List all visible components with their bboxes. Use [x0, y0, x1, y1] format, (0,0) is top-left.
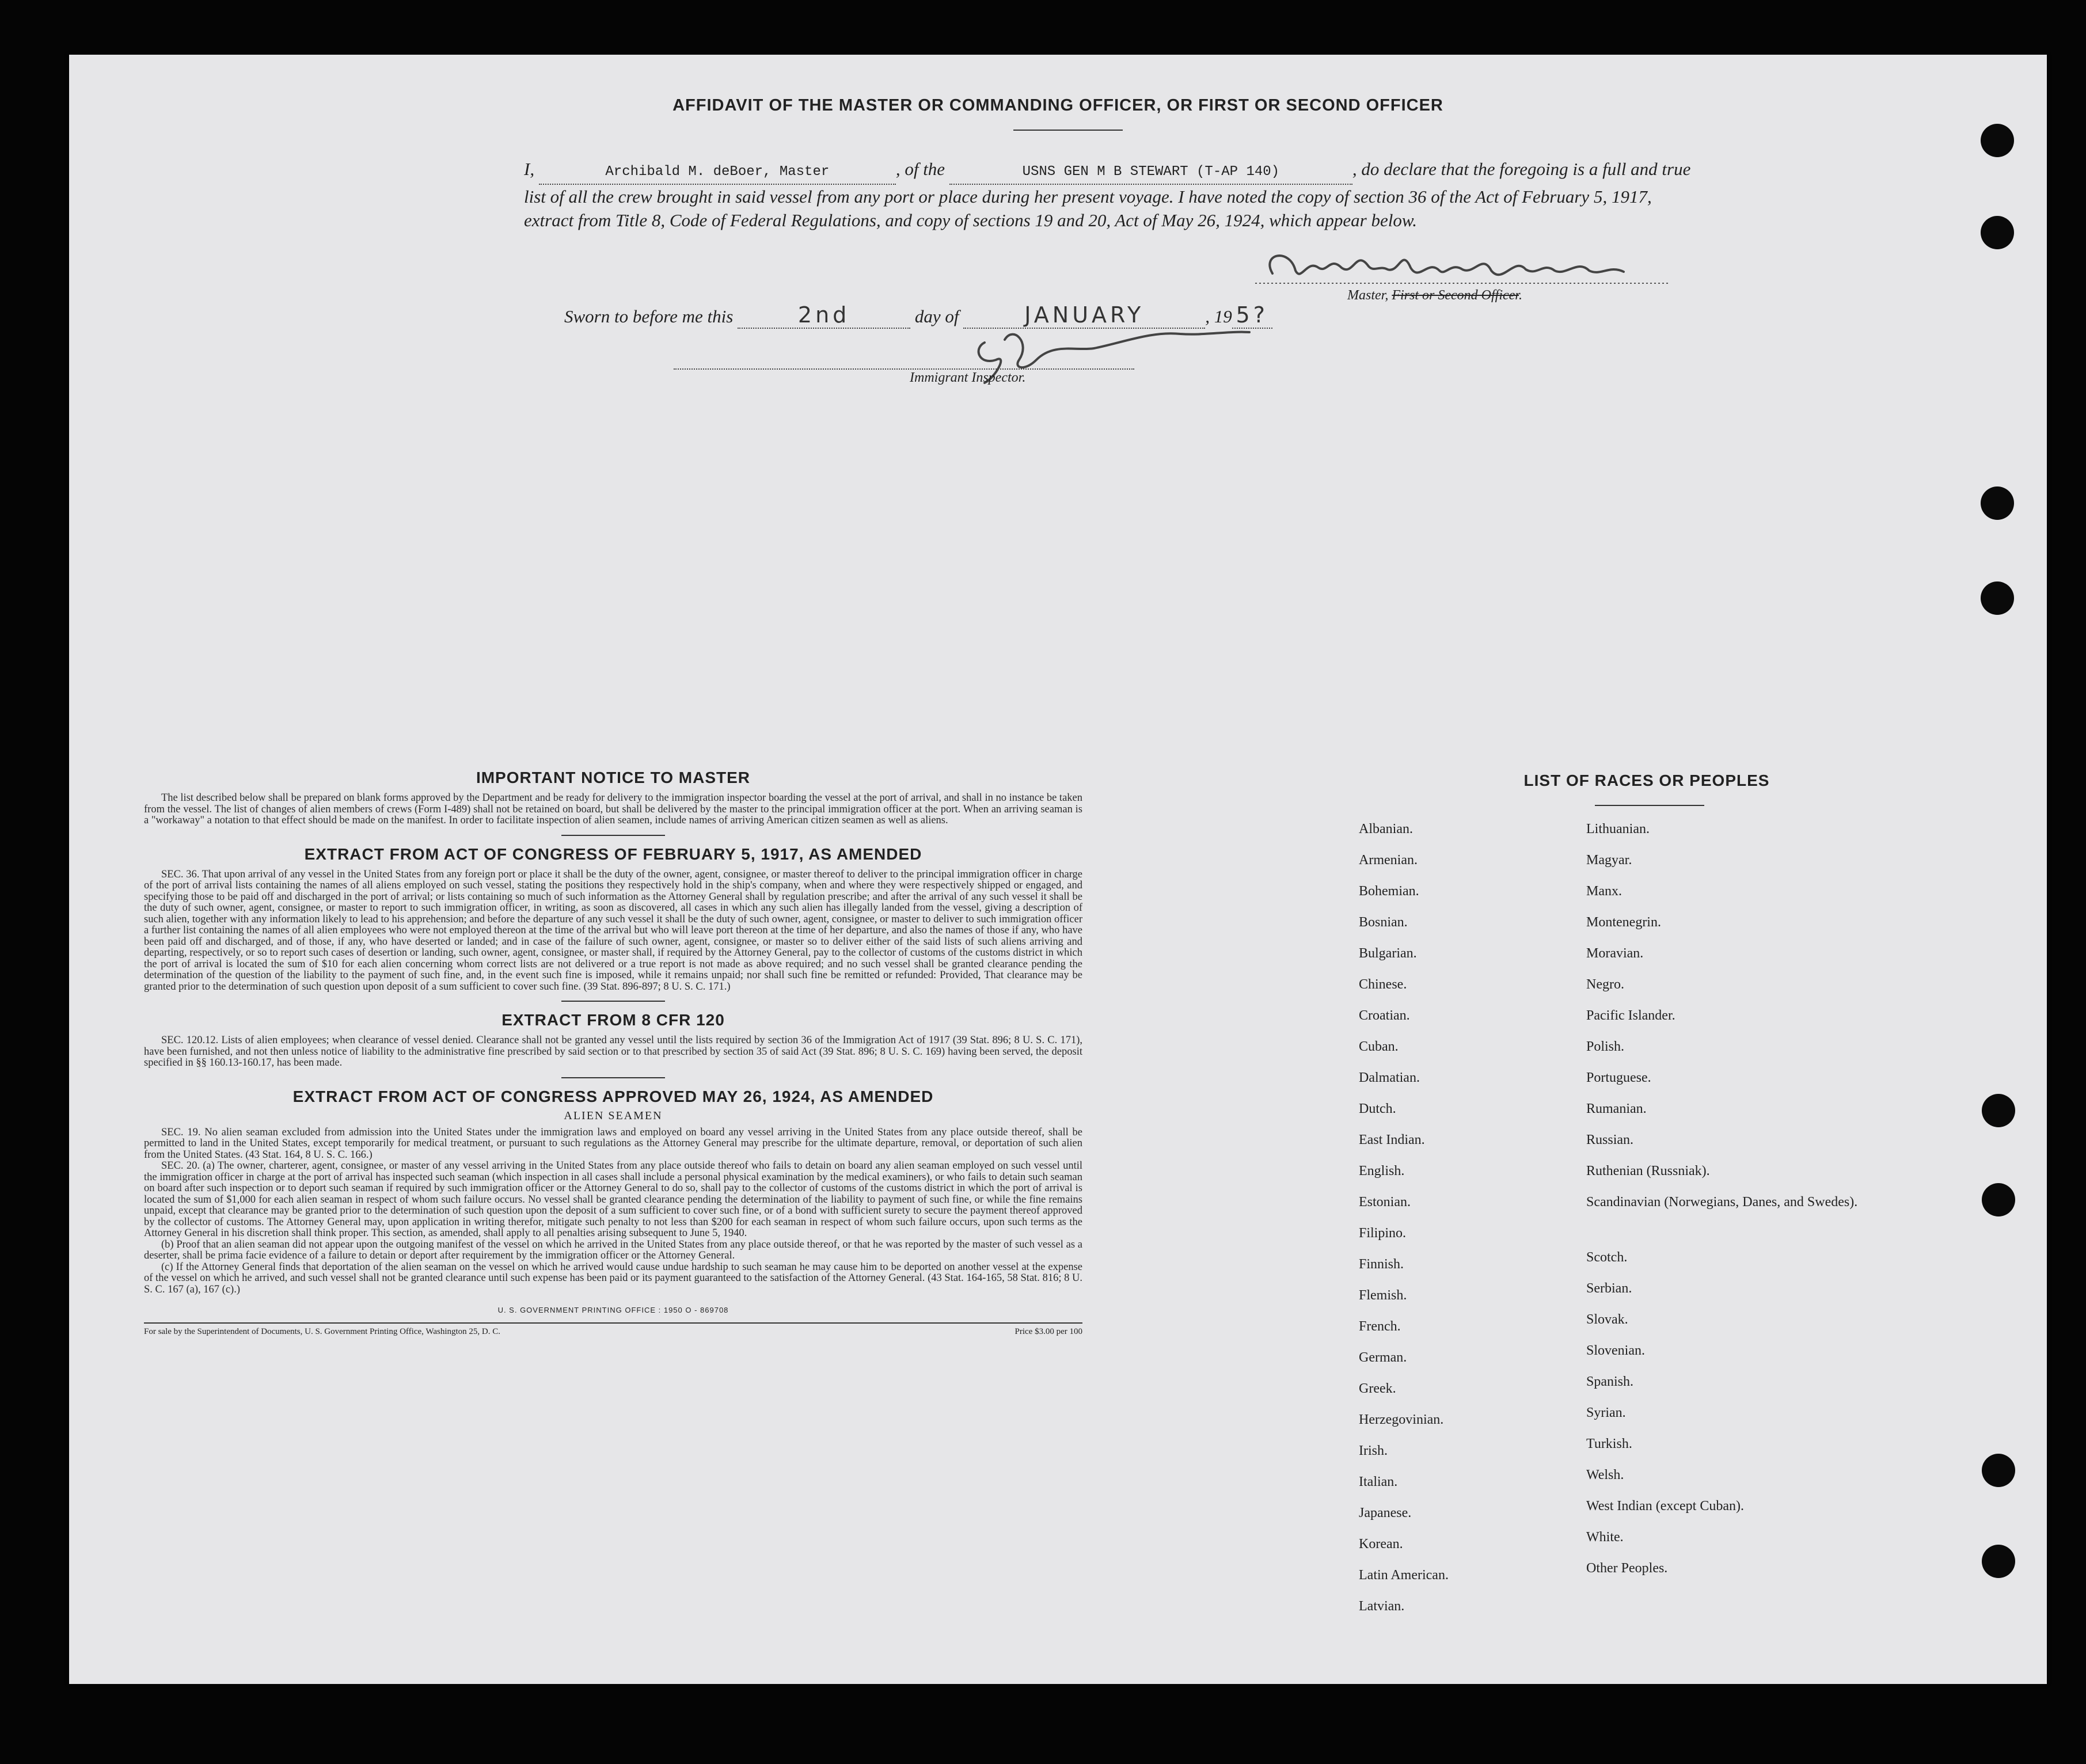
inspector-signature-line	[674, 368, 1134, 370]
section-rule	[561, 1077, 665, 1078]
race-item: Bohemian.	[1359, 884, 1419, 899]
race-item: Serbian.	[1586, 1281, 1632, 1296]
race-item: Croatian.	[1359, 1008, 1410, 1023]
alien-seamen-subheading: ALIEN SEAMEN	[564, 1109, 663, 1122]
race-item: East Indian.	[1359, 1132, 1425, 1147]
race-item: Flemish.	[1359, 1288, 1407, 1303]
race-item: Armenian.	[1359, 853, 1418, 868]
race-item: Chinese.	[1359, 977, 1407, 992]
section-rule	[561, 835, 665, 836]
notice-heading: IMPORTANT NOTICE TO MASTER	[476, 769, 751, 786]
race-item: Albanian.	[1359, 822, 1413, 837]
caption-suffix: .	[1518, 288, 1522, 303]
declaration-do-declare: , do declare	[1352, 159, 1437, 179]
sworn-month-field: JANUARY	[963, 302, 1205, 329]
master-signature-caption	[1347, 288, 1522, 303]
race-item: Russian.	[1586, 1132, 1634, 1147]
footer-price: Price $3.00 per 100	[1014, 1327, 1082, 1336]
master-name-field: Archibald M. deBoer, Master	[539, 160, 896, 185]
race-item: Manx.	[1586, 884, 1622, 899]
races-heading: LIST OF RACES OR PEOPLES	[1523, 771, 1770, 789]
master-signature	[1255, 242, 1670, 294]
race-item: French.	[1359, 1319, 1401, 1334]
declaration-body: that the foregoing is a full and true list of all the crew brought in said vessel from any port or place during her present voyage. I have noted the copy of section 36 of the Act of February 5, 1917, extract from Title 8, Code of Federal Regulations, and copy of sections 19 and 20, Act of May 26, 1924, which appear below.	[524, 159, 1691, 230]
footer-sale-note: For sale by the Superintendent of Documents, U. S. Government Printing Office, Washington 25, D. C.	[144, 1327, 500, 1336]
punch-hole	[1982, 1454, 2015, 1487]
footer-rule	[144, 1322, 1082, 1324]
sec20c-paragraph: (c) If the Attorney General finds that deportation of the alien seaman on the vessel on which he arrived would cause undue hardship to such seaman he may cause him to be deported on another vessel at the expense of the vessel on which he arrived, and such vessel shall not be granted clearance until such expense has been paid or its payment guaranteed to the satisfaction of the Attorney General. (43 Stat. 164-165, 58 Stat. 816; 8 U. S. C. 167 (a), 167 (c).)	[144, 1261, 1082, 1295]
races-column-1	[1359, 820, 1566, 1629]
sec20a-paragraph: SEC. 20. (a) The owner, charterer, agent, consignee, or master of any vessel arriving in the United States from any place outside thereof who fails to detain on board any alien seaman employed on such vessel until the immigration officer in charge at the port of arrival has inspected such seaman (which inspection in all cases shall include a personal physical examination by the medical examiners), or who fails to detain such seaman on board after such inspection or to deport such seaman if required by such immigration officer or the Attorney General to do so, shall pay to the collector of customs of the customs district in which the port of arrival is located the sum of $1,000 for each alien seaman in respect of whom such failure occurs. No vessel shall be granted clearance pending the determination of the liability to payment of such fine, or while the fine remains unpaid, except that clearance may be granted prior to the determination of such question upon the deposit of a sum sufficient to cover such fine, or of a bond with sufficient surety to secure the payment thereof approved by the collector of customs. The Attorney General may, upon application in writing therefor, mitigate such penalty to not less than $200 for each seaman in respect of whom such failure occurs, upon such terms as the Attorney General in his discretion shall think proper. This section, as amended, shall apply to all penalties arising subsequent to June 5, 1940.	[144, 1160, 1082, 1239]
sworn-label: Sworn to before me this	[564, 306, 734, 326]
race-item: Pacific Islander.	[1586, 1008, 1675, 1023]
race-item: Syrian.	[1586, 1405, 1626, 1420]
race-item: Herzegovinian.	[1359, 1412, 1444, 1427]
race-item: Polish.	[1586, 1039, 1625, 1054]
punch-hole	[1982, 1094, 2015, 1127]
cfr-heading: EXTRACT FROM 8 CFR 120	[501, 1011, 725, 1029]
sworn-year-field: 5?	[1232, 302, 1272, 329]
race-item: English.	[1359, 1164, 1405, 1178]
section-rule	[561, 1001, 665, 1002]
races-column-2	[1586, 820, 1886, 1591]
race-item: Bosnian.	[1359, 915, 1408, 930]
sec36-paragraph: SEC. 36. That upon arrival of any vessel in the United States from any foreign port or place it shall be the duty of the owner, agent, consignee, or master thereof to deliver to the principal immigration officer in charge of the port of arrival lists containing the names of all aliens employed on such vessel, stating the positions they respectively hold in the ship's company, when and where they were respectively shipped or engaged, and specifying those to be paid off and discharged in the port of arrival; or lists containing so much of such information as the Attorney General shall by regulation prescribe; and after the arrival of any such vessel it shall be the duty of such owner, agent, consignee, or master to report to such immigration officer, in writing, as soon as discovered, all cases in which any such alien has illegally landed from the vessel, giving a description of such alien, together with any information likely to lead to his apprehension; and before the departure of any such vessel it shall be the duty of such owner, agent, consignee, or master to deliver to such immigration officer a further list containing the names of all alien employees who were not employed thereon at the time of the arrival but who will leave port thereon at the time of her departure, and also the names of those if any, who have been paid off and discharged, and of those, if any, who have deserted or landed; and in case of the failure of such owner, agent, consignee, or master so to deliver either of the said lists of such aliens arriving and departing, respectively, or so to report such cases of desertion or landing, such owner, agent, consignee, or master shall, if required by the Attorney General, pay to the collector of customs of the customs district in which the port of arrival is located the sum of $10 for each alien concerning whom correct lists are not delivered or a true report is not made as above required; and no such vessel shall be granted clearance pending the determination of the question of the liability to the payment of such fine, and, in the event such fine is imposed, while it remains unpaid; nor shall such fine be remitted or refunded: Provided, That clearance may be granted prior to the determination of such question upon deposit of a sum sufficient to cover such fine. (39 Stat. 896-897; 8 U. S. C. 171.)	[144, 868, 1082, 993]
extract-1917-heading: EXTRACT FROM ACT OF CONGRESS OF FEBRUARY 5, 1917, AS AMENDED	[304, 845, 922, 863]
footer	[144, 1327, 1082, 1337]
race-item: Spanish.	[1586, 1374, 1634, 1389]
cfr-paragraph: SEC. 120.12. Lists of alien employees; when clearance of vessel denied. Clearance shall not be granted any vessel until the lists required by section 36 of the Immigration Act of 1917 (39 Stat. 896; 8 U. S. C. 171), have been furnished, and not then unless notice of liability to the administrative fine prescribed by said section or to that prescribed by section 35 of said Act (39 Stat. 896; 8 U. S. C. 169) having been served, the deposit specified in §§ 160.13-160.17, has been made.	[144, 1035, 1082, 1069]
race-item: Magyar.	[1586, 853, 1632, 868]
race-item: Moravian.	[1586, 946, 1644, 961]
caption-prefix: Master,	[1347, 288, 1392, 303]
inspector-caption: Immigrant Inspector.	[910, 370, 1026, 385]
legal-notices	[144, 769, 1082, 1337]
form-page	[69, 55, 2047, 1684]
race-item: Ruthenian (Russniak).	[1586, 1164, 1710, 1178]
race-item: Rumanian.	[1586, 1101, 1647, 1116]
sworn-day-of: day of	[914, 306, 959, 326]
title-rule	[1013, 130, 1123, 131]
races-rule	[1595, 805, 1704, 806]
declaration-paragraph	[524, 157, 1699, 232]
gpo-imprint: U. S. GOVERNMENT PRINTING OFFICE : 1950 O - 869708	[497, 1306, 729, 1314]
affidavit-title: AFFIDAVIT OF THE MASTER OR COMMANDING OFFICER, OR FIRST OR SECOND OFFICER	[672, 96, 1443, 115]
vessel-name-field: USNS GEN M B STEWART (T-AP 140)	[949, 160, 1352, 185]
caption-struck: First or Second Officer	[1392, 288, 1519, 303]
race-item: Latvian.	[1359, 1599, 1405, 1614]
punch-hole	[1982, 1183, 2015, 1216]
race-item: Scandinavian (Norwegians, Danes, and Swedes).	[1586, 1195, 1858, 1210]
race-item: Lithuanian.	[1586, 822, 1650, 837]
sec19-paragraph: SEC. 19. No alien seaman excluded from admission into the United States under the immigration laws and employed on board any vessel arriving in the United States from any place outside thereof, shall be permitted to land in the United States, except temporarily for medical treatment, or pursuant to such regulations as the Attorney General may prescribe for the ultimate departure, removal, or deportation of such alien from the United States. (43 Stat. 164, 8 U. S. C. 166.)	[144, 1126, 1082, 1161]
sec20b-paragraph: (b) Proof that an alien seaman did not appear upon the outgoing manifest of the vessel on which he arrived in the United States from any place outside thereof, or that he was reported by the master of such vessel as a deserter, shall be prima facie evidence of a failure to detain or deport after requirement by the immigration officer or the Attorney General.	[144, 1238, 1082, 1261]
declaration-of-the: , of the	[895, 159, 945, 179]
notice-paragraph: The list described below shall be prepared on blank forms approved by the Department and be ready for delivery to the immigration inspector boarding the vessel at the port of arrival, and shall in no instance be taken from the vessel. The list of changes of alien members of crews (Form I-489) shall not be retained on board, but shall be delivered by the master to the principal immigration officer at the port. When an arriving seaman is a "workaway" a notation to that effect should be made on the manifest. In order to facilitate inspection of alien seamen, include names of arriving American citizen seamen as well as aliens.	[144, 792, 1082, 826]
race-item: Irish.	[1359, 1443, 1388, 1458]
punch-hole	[1981, 486, 2014, 520]
race-item: Turkish.	[1586, 1436, 1632, 1451]
sworn-day-field: 2nd	[738, 302, 910, 329]
race-item: Italian.	[1359, 1474, 1398, 1489]
race-item: Japanese.	[1359, 1506, 1412, 1520]
race-item: Slovak.	[1586, 1312, 1628, 1327]
race-item: Filipino.	[1359, 1226, 1407, 1241]
race-item: Scotch.	[1586, 1250, 1628, 1265]
cfr-text	[144, 1035, 1082, 1069]
race-item: Korean.	[1359, 1537, 1403, 1552]
race-item: Montenegrin.	[1586, 915, 1661, 930]
punch-hole	[1981, 581, 2014, 615]
race-item: Cuban.	[1359, 1039, 1399, 1054]
race-item: Welsh.	[1586, 1468, 1624, 1482]
punch-hole	[1981, 216, 2014, 249]
race-item: German.	[1359, 1350, 1407, 1365]
race-item: White.	[1586, 1530, 1624, 1545]
race-item: Finnish.	[1359, 1257, 1404, 1272]
race-item: Dalmatian.	[1359, 1070, 1420, 1085]
race-item: Dutch.	[1359, 1101, 1396, 1116]
race-item: Other Peoples.	[1586, 1561, 1668, 1576]
race-item: Portuguese.	[1586, 1070, 1651, 1085]
race-item: Negro.	[1586, 977, 1624, 992]
notice-text	[144, 793, 1082, 827]
race-item: Estonian.	[1359, 1195, 1411, 1210]
extract-1917-text	[144, 869, 1082, 993]
race-item: Latin American.	[1359, 1568, 1449, 1583]
race-item: Slovenian.	[1586, 1343, 1645, 1358]
sworn-year-prefix: , 19	[1205, 306, 1232, 326]
punch-hole	[1982, 1545, 2015, 1578]
declaration-i: I,	[524, 159, 535, 179]
race-item: West Indian (except Cuban).	[1586, 1499, 1744, 1514]
race-item: Bulgarian.	[1359, 946, 1417, 961]
race-item: Greek.	[1359, 1381, 1396, 1396]
extract-1924-heading: EXTRACT FROM ACT OF CONGRESS APPROVED MAY 26, 1924, AS AMENDED	[292, 1087, 934, 1105]
extract-1924-text	[144, 1127, 1082, 1296]
punch-hole	[1981, 124, 2014, 157]
